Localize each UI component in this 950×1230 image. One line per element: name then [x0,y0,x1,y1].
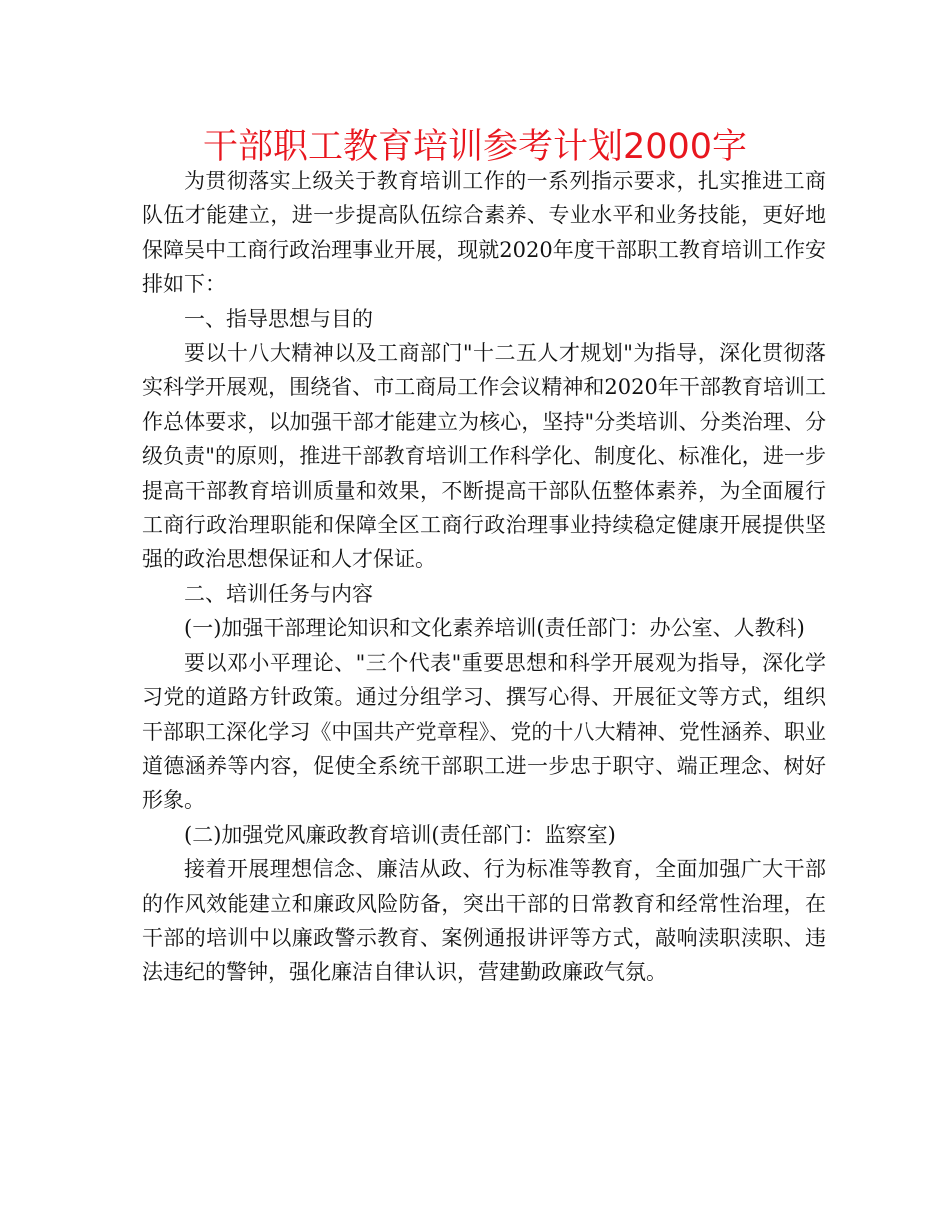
intro-paragraph: 为贯彻落实上级关于教育培训工作的一系列指示要求，扎实推进工商队伍才能建立，进一步提高队伍综合素养、专业水平和业务技能，更好地保障吴中工商行政治理事业开展，现就2020年度干部职工教育培训工作安排如下： [142,169,826,297]
section-heading-2: 二、培训任务与内容 [184,581,373,606]
subsection-heading-2: (二)加强党风廉政教育培训(责任部门：监察室) [184,822,616,847]
subsection-heading-1: (一)加强干部理论知识和文化素养培训(责任部门：办公室、人教科) [184,616,805,641]
subsection-1-paragraph: 要以邓小平理论、"三个代表"重要思想和科学开展观为指导，深化学习党的道路方针政策。通过分组学习、撰写心得、开展征文等方式，组织干部职工深化学习《中国共产党章程》、党的十八大精神、党性涵养、职业道德涵养等内容，促使全系统干部职工进一步忠于职守、端正理念、树好形象。 [142,650,826,813]
subsection-2-paragraph: 接着开展理想信念、廉洁从政、行为标准等教育，全面加强广大干部的作风效能建立和廉政风险防备，突出干部的日常教育和经常性治理，在干部的培训中以廉政警示教育、案例通报讲评等方式，敲响渎职渎职、违法违纪的警钟，强化廉洁自律认识，营建勤政廉政气氛。 [142,857,826,985]
section-1-paragraph: 要以十八大精神以及工商部门"十二五人才规划"为指导，深化贯彻落实科学开展观，围绕省、市工商局工作会议精神和2020年干部教育培训工作总体要求，以加强干部才能建立为核心，坚持"分类培训、分类治理、分级负责"的原则，推进干部教育培训工作科学化、制度化、标准化，进一步提高干部教育培训质量和效果，不断提高干部队伍整体素养，为全面履行工商行政治理职能和保障全区工商行政治理事业持续稳定健康开展提供坚强的政治思想保证和人才保证。 [142,341,826,572]
document-title: 干部职工教育培训参考计划2000字 [202,127,748,167]
section-heading-1: 一、指导思想与目的 [184,306,373,331]
document-body [142,164,826,990]
